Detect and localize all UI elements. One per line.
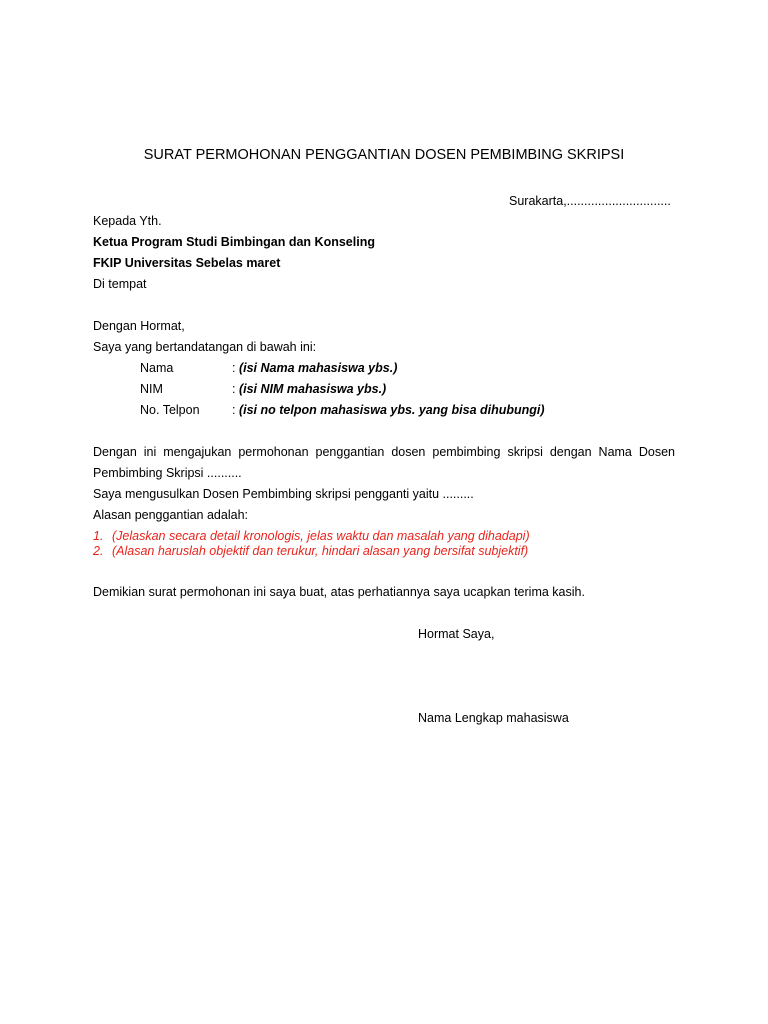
letter-title: SURAT PERMOHONAN PENGGANTIAN DOSEN PEMBIMBING SKRIPSI xyxy=(143,147,625,163)
regards: Hormat Saya, xyxy=(418,627,495,641)
field-separator: : xyxy=(232,361,239,375)
field-label-nim: NIM xyxy=(140,382,163,396)
reason-text-2: (Alasan haruslah objektif dan terukur, hindari alasan yang bersifat subjektif) xyxy=(112,544,529,558)
recipient-line2: FKIP Universitas Sebelas maret xyxy=(93,256,281,270)
reason-number-1: 1. xyxy=(93,529,104,543)
recipient-line1: Ketua Program Studi Bimbingan dan Konseling xyxy=(93,235,375,249)
closing-text: Demikian surat permohonan ini saya buat, atas perhatiannya saya ucapkan terima kasih. xyxy=(93,585,585,599)
greeting: Dengan Hormat, xyxy=(93,319,185,333)
field-label-nama: Nama xyxy=(140,361,174,375)
recipient-line3: Di tempat xyxy=(93,277,147,291)
field-nama xyxy=(232,360,397,376)
signature-name: Nama Lengkap mahasiswa xyxy=(418,711,569,725)
reason-text-1: (Jelaskan secara detail kronologis, jelas waktu dan masalah yang dihadapi) xyxy=(112,529,530,543)
place-date: Surakarta,.............................. xyxy=(509,194,671,208)
intro: Saya yang bertandatangan di bawah ini: xyxy=(93,340,317,354)
field-separator: : xyxy=(232,403,239,417)
field-value-telpon: (isi no telpon mahasiswa ybs. yang bisa dihubungi) xyxy=(238,403,545,417)
body-line3: Saya mengusulkan Dosen Pembimbing skripsi pengganti yaitu ......... xyxy=(93,487,474,501)
reason-number-2: 2. xyxy=(93,544,104,558)
field-value-nama: (isi Nama mahasiswa ybs.) xyxy=(238,361,398,375)
reasons-label: Alasan penggantian adalah: xyxy=(93,508,248,522)
body-line2: Pembimbing Skripsi .......... xyxy=(93,466,242,480)
body-line1: Dengan ini mengajukan permohonan penggantian dosen pembimbing skripsi dengan Nama Dosen xyxy=(93,445,675,459)
recipient-salutation: Kepada Yth. xyxy=(93,214,162,228)
field-value-nim: (isi NIM mahasiswa ybs.) xyxy=(238,382,387,396)
field-separator: : xyxy=(232,382,239,396)
field-label-telpon: No. Telpon xyxy=(140,403,200,417)
field-telpon xyxy=(232,402,545,418)
field-nim xyxy=(232,381,386,397)
